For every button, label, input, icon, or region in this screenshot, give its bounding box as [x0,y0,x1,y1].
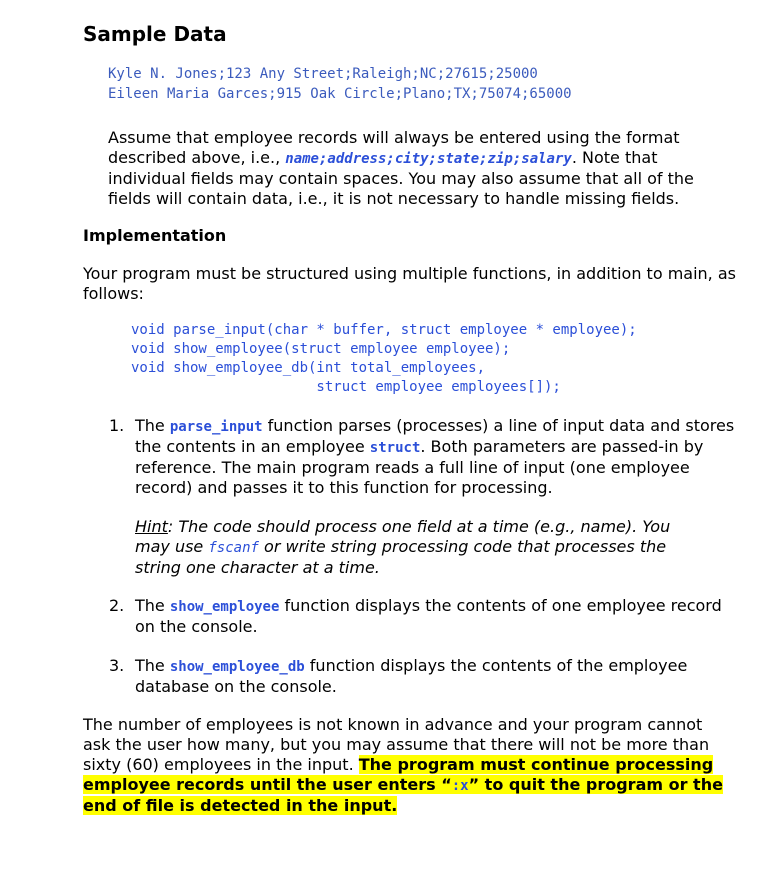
format-paragraph [108,128,708,209]
sample-data-heading: Sample Data [83,22,227,46]
item-1-function: parse_input [169,419,263,435]
format-spec: name;address;city;state;zip;salary [285,151,572,167]
item-1-keyword: struct [369,440,421,456]
hint-text-a: : The code should process one field at a time (e.g., name). You may use [135,517,671,556]
item-3-pre: The [135,656,170,675]
item-2-post: function displays the contents of one employee record on the console. [135,596,722,636]
item-1-mid: function parses (processes) a line of input data and stores the contents in an employee [135,416,735,456]
item-2-text [135,596,735,637]
sample-line-2: Eileen Maria Garces;915 Oak Circle;Plano;TX;75074;65000 [108,86,572,102]
item-3-function: show_employee_db [169,659,305,675]
item-1-pre: The [135,416,170,435]
quit-text-a: The program must continue processing employee records until the user enters “ [83,755,714,794]
code-line-3: void show_employee_db(int total_employees, [131,360,486,376]
format-text-a: Assume that employee records will always be entered using the format described above, i.e., [108,128,680,167]
format-text-b: . Note that individual fields may contain spaces. You may also assume that all of the fields will contain data, i.e., it is not necessary to handle missing fields. [108,148,694,208]
hint-function: fscanf [208,540,259,556]
item-1-number: 1. [109,416,125,435]
item-1-post: . Both parameters are passed-in by reference. The main program reads a full line of input (one employee record) and passes it to this function for processing. [135,437,704,497]
employee-limit-paragraph [83,715,723,816]
item-2-function: show_employee [169,599,280,615]
code-line-2: void show_employee(struct employee employee); [131,341,511,357]
hint-text-b: or write string processing code that processes the string one character at a time. [135,537,667,577]
item-1-text [135,416,735,498]
code-line-4: struct employee employees[]); [131,379,561,395]
structure-paragraph: Your program must be structured using multiple functions, in addition to main, as follows: [83,264,736,303]
sample-data-block [108,64,572,104]
item-3-number: 3. [109,656,125,675]
hint-label: Hint [135,517,168,536]
function-prototypes [131,321,637,397]
implementation-heading: Implementation [83,226,227,245]
code-line-1: void parse_input(char * buffer, struct employee * employee); [131,322,637,338]
item-2-number: 2. [109,596,125,615]
item-3-text [135,656,735,697]
quit-command: :x [451,778,469,794]
sample-line-1: Kyle N. Jones;123 Any Street;Raleigh;NC;27615;25000 [108,66,538,82]
quit-text-b: ” to quit the program or the end of file is detected in the input. [83,775,723,815]
item-3-post: function displays the contents of the employee database on the console. [135,656,688,696]
limit-text: The number of employees is not known in advance and your program cannot ask the user how many, but you may assume that there will not be more than sixty (60) employees in the input. [83,715,710,774]
item-2-pre: The [135,596,170,615]
hint-paragraph [135,517,695,578]
